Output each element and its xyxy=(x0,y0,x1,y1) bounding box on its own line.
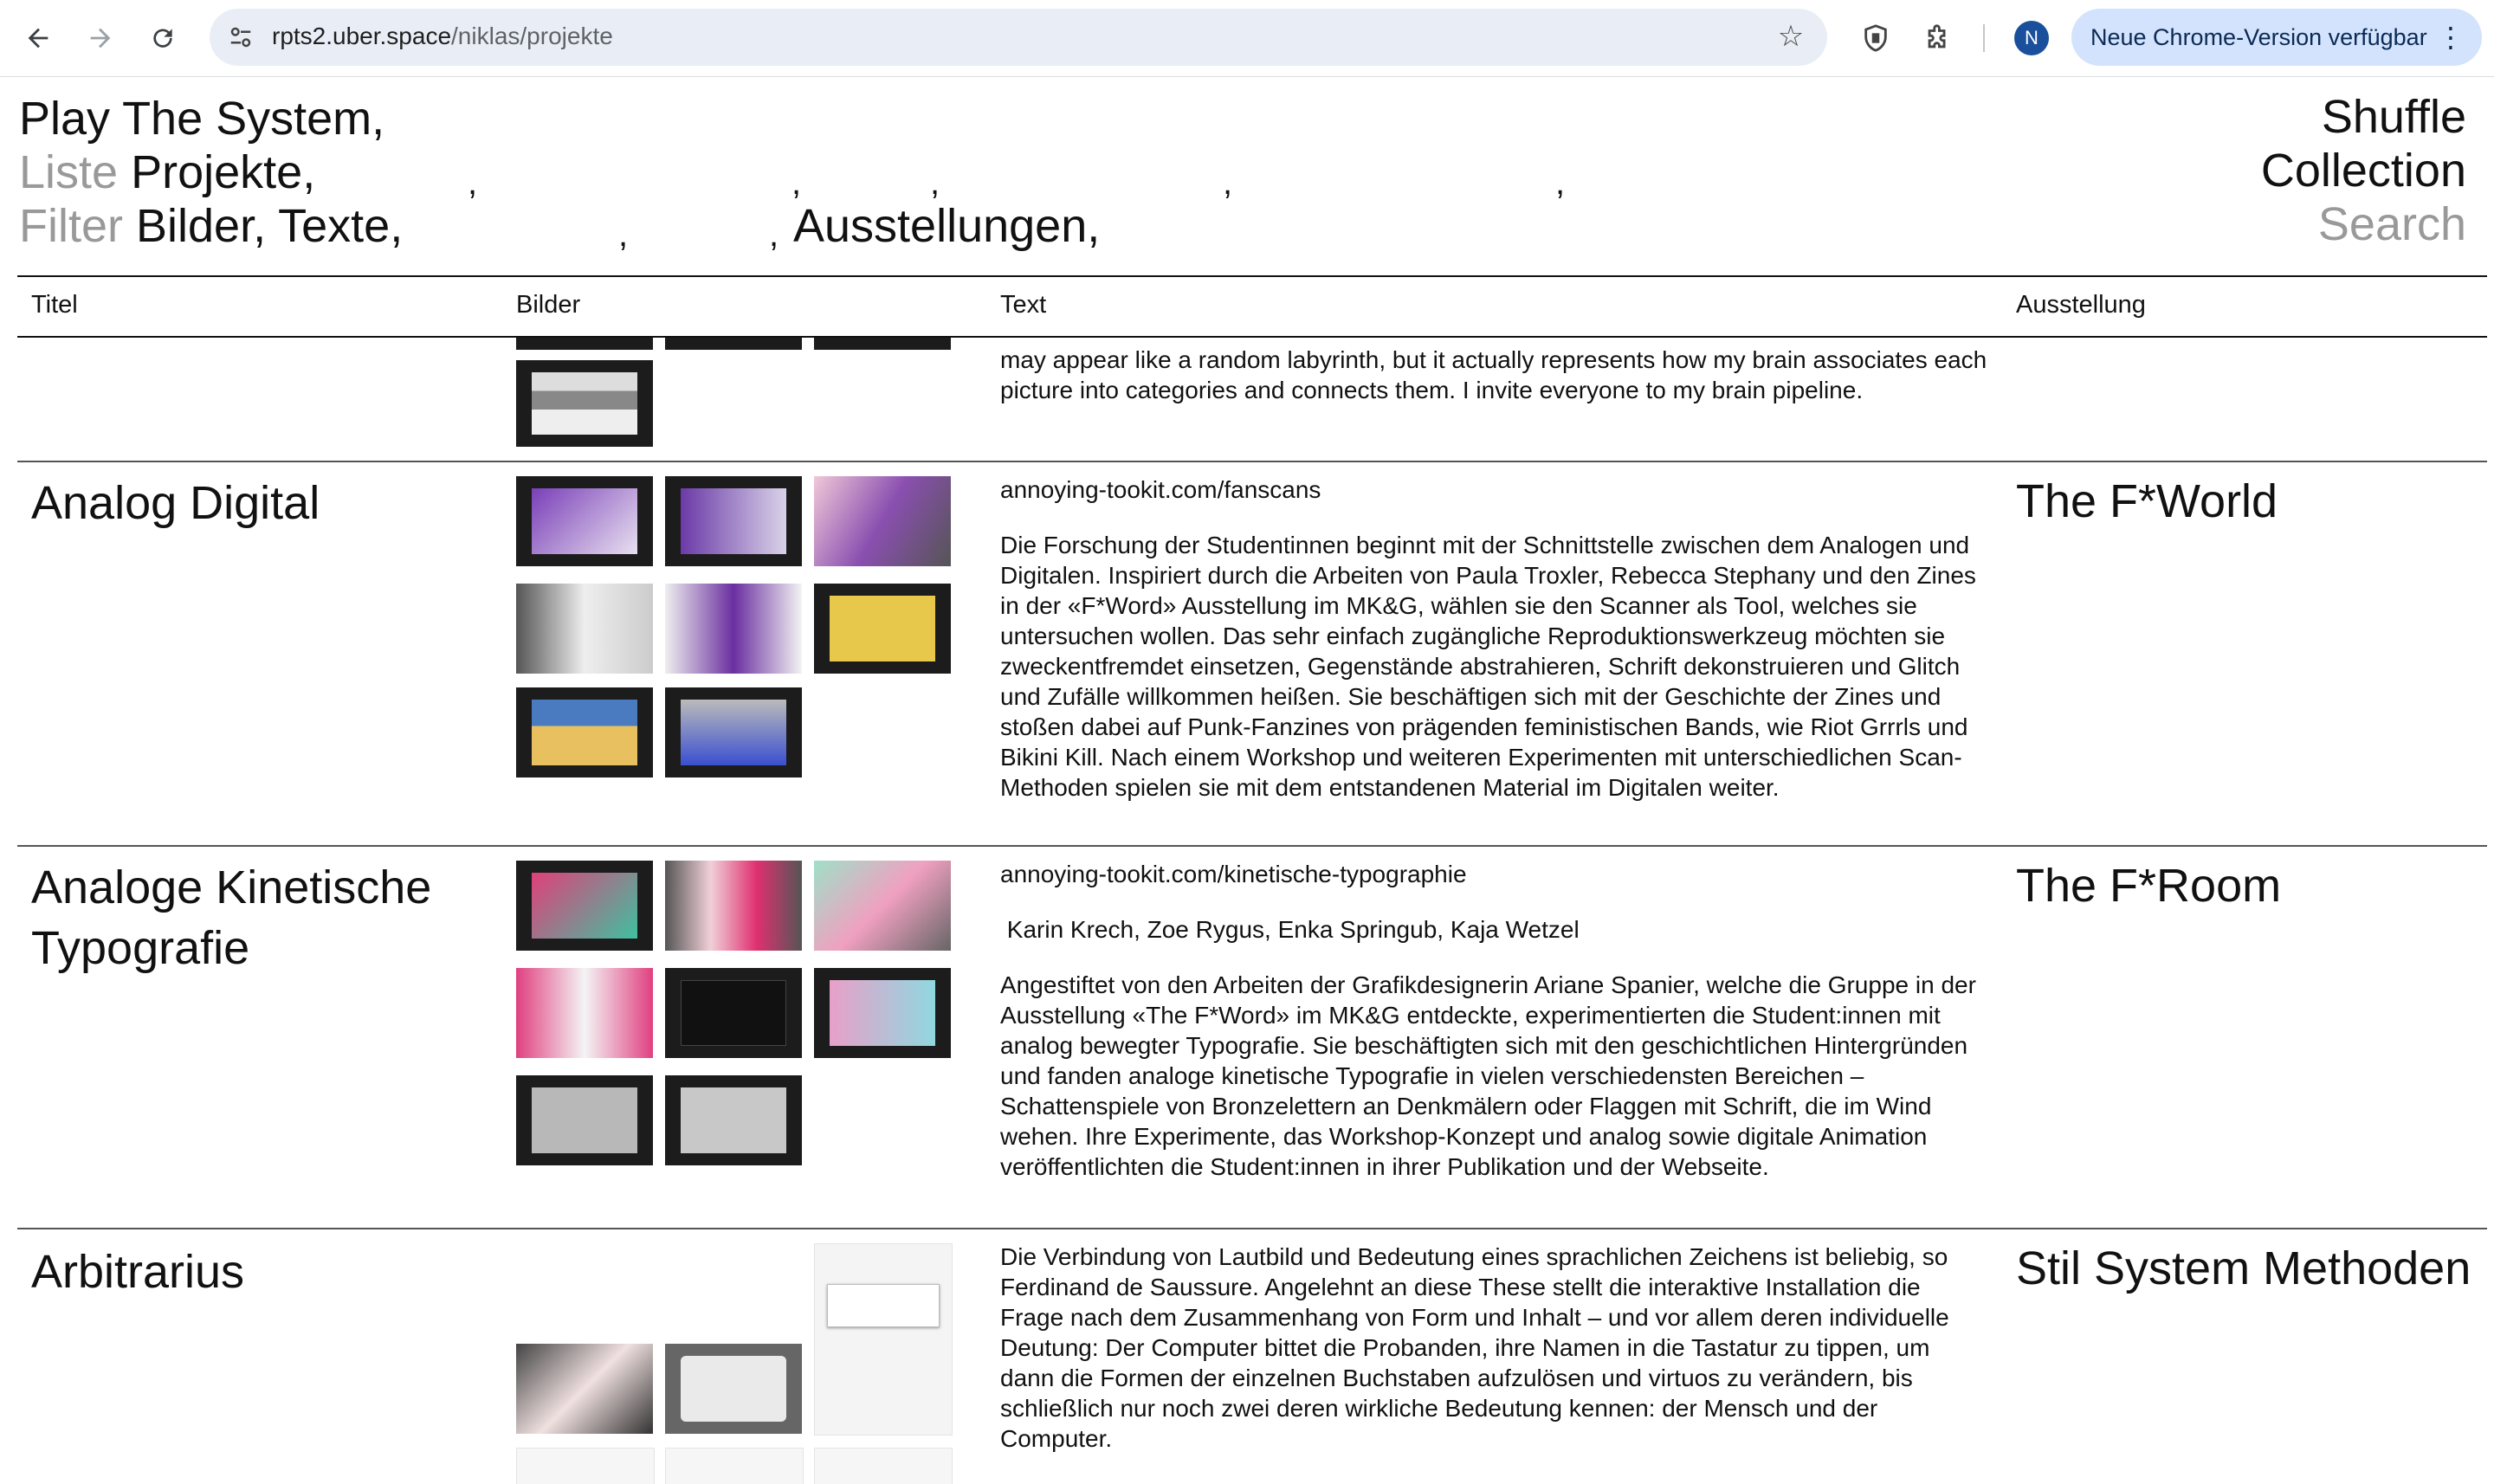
project-thumbnail[interactable] xyxy=(516,338,653,350)
project-link[interactable]: annoying-tookit.com/fanscans xyxy=(1000,476,1321,503)
text-paragraph: Angestiftet von den Arbeiten der Grafikdesignerin Ariane Spanier, welche die Gruppe in der Ausstellung «The F*Word» im MK&G entdeckte, experimentierten die Student:innen mit analog bewegter Typografie. Sie beschäftigten sich mit den geschichtlichen Hintergründen und fanden analoge kinetische Typografie in vielen verschiedensten Bereichen – Schattenspiele von Bronzelettern an Denkmälern oder Flaggen mit Schrift, die im Wind wehen. Ihre Experimente, das Workshop-Konzept und analog sowie digitale Animation veröffentlichten die Student:innen in ihrer Publikation und der Webseite. xyxy=(1000,971,1976,1180)
text-paragraph: Die Forschung der Studentinnen beginnt mit der Schnittstelle zwischen dem Analogen und Digitalen. Inspiriert durch die Arbeiten von Paula Troxler, Rebecca Stephany und den Zines in der «F*Word» Ausstellung im MK&G, wählen sie den Scanner als Tool, welches sie untersuchen wollen. Das sehr einfach zugängliche Reproduktionswerkzeug möchten sie zweckentfremdet einsetzen, Gegenstände abstrahieren, Schrift dekonstruieren und Glitch und Zufälle willkommen heißen. Sie beschäftigen sich mit der Geschichte der Zines und stoßen dabei auf Punk-Fanzines von prägenden feministischen Bands, wie Riot Grrrls und Bikini Kill. Nach einem Workshop und weiteren Experimenten mit unterschiedlichen Scan-Methoden spielen sie mit dem entstandenen Material im Digitalen weiter. xyxy=(1000,532,1976,801)
site-settings-icon[interactable] xyxy=(222,18,260,56)
project-text xyxy=(1000,859,1987,1207)
bookmark-star-icon[interactable]: ☆ xyxy=(1777,20,1805,53)
project-thumbnail[interactable] xyxy=(516,968,653,1058)
forward-icon[interactable] xyxy=(76,14,125,62)
project-thumbnail[interactable] xyxy=(516,861,653,951)
row-divider xyxy=(17,1228,2487,1229)
address-bar[interactable] xyxy=(210,9,1827,66)
project-thumbnail[interactable] xyxy=(814,338,951,350)
site-header xyxy=(0,76,2494,277)
column-header-exhibition[interactable]: Ausstellung xyxy=(2016,291,2146,319)
project-thumbnail[interactable] xyxy=(665,1075,802,1165)
project-thumbnail[interactable] xyxy=(516,584,653,674)
chrome-update-button[interactable] xyxy=(2071,9,2482,66)
project-thumbnail[interactable] xyxy=(665,968,802,1058)
project-link[interactable]: annoying-tookit.com/kinetische-typographie xyxy=(1000,861,1467,887)
list-label: Liste xyxy=(19,146,119,198)
project-thumbnail[interactable] xyxy=(516,1075,653,1165)
project-thumbnail[interactable] xyxy=(665,1448,804,1484)
project-title[interactable]: Arbitrarius xyxy=(31,1246,245,1298)
shield-extension-icon[interactable] xyxy=(1855,17,1896,59)
row-divider xyxy=(17,845,2487,847)
filter-comma: , xyxy=(618,216,629,254)
project-text xyxy=(1000,474,1987,828)
nav-comma: , xyxy=(791,164,802,202)
nav-ausstellungen[interactable]: Ausstellungen, xyxy=(793,200,1101,252)
nav-comma: , xyxy=(468,164,478,202)
project-exhibition[interactable]: The F*World xyxy=(2016,475,2278,527)
puzzle-extensions-icon[interactable] xyxy=(1917,17,1959,59)
column-header-images[interactable]: Bilder xyxy=(516,291,581,319)
project-thumbnail[interactable] xyxy=(665,338,802,350)
project-thumbnail[interactable] xyxy=(665,584,802,674)
kebab-menu-icon[interactable]: ⋮ xyxy=(2437,22,2465,53)
header-divider xyxy=(17,275,2487,277)
project-thumbnail[interactable] xyxy=(516,476,653,566)
project-thumbnail[interactable] xyxy=(516,360,653,447)
url-path: /niklas/projekte xyxy=(451,23,613,49)
project-authors: Karin Krech, Zoe Rygus, Enka Springub, Kaja Wetzel xyxy=(1000,916,1580,943)
collection-link[interactable]: Collection xyxy=(2260,145,2466,197)
toolbar-divider xyxy=(1983,24,1985,52)
filter-nav-line xyxy=(19,199,403,253)
filter-comma: , xyxy=(769,216,779,254)
projects-table xyxy=(0,338,2494,1484)
search-link[interactable]: Search xyxy=(2317,198,2466,250)
project-thumbnail[interactable] xyxy=(814,968,951,1058)
nav-comma: , xyxy=(1555,164,1566,202)
profile-avatar[interactable]: N xyxy=(2014,21,2049,55)
project-exhibition[interactable]: Stil System Methoden xyxy=(2016,1242,2471,1294)
nav-projekte[interactable]: Projekte, xyxy=(131,146,316,198)
project-thumbnail[interactable] xyxy=(665,687,802,777)
project-thumbnail[interactable] xyxy=(516,1344,653,1434)
project-thumbnail[interactable] xyxy=(665,1344,802,1434)
browser-toolbar xyxy=(0,0,2494,77)
project-title[interactable]: Analoge Kinetische Typografie xyxy=(31,861,432,974)
nav-comma: , xyxy=(1223,164,1233,202)
url-host: rpts2.uber.space xyxy=(272,23,452,49)
right-nav xyxy=(2261,90,2466,251)
project-exhibition[interactable]: The F*Room xyxy=(2016,860,2282,912)
project-text xyxy=(1000,1242,1987,1479)
project-thumbnail[interactable] xyxy=(665,861,802,951)
project-thumbnail[interactable] xyxy=(814,1448,953,1484)
filter-label: Filter xyxy=(19,200,123,252)
project-thumbnail[interactable] xyxy=(516,1448,655,1484)
project-thumbnail[interactable] xyxy=(814,584,951,674)
project-thumbnail[interactable] xyxy=(814,1243,953,1436)
text-paragraph: may appear like a random labyrinth, but it actually represents how my brain associates each picture into categories and connects them. I invite everyone to my brain pipeline. xyxy=(1000,346,1987,403)
project-thumbnail[interactable] xyxy=(814,861,951,951)
back-icon[interactable] xyxy=(14,14,62,62)
row-divider xyxy=(17,461,2487,462)
reload-icon[interactable] xyxy=(139,14,187,62)
nav-comma: , xyxy=(930,164,940,202)
nav-bilder-texte[interactable]: Bilder, Texte, xyxy=(136,200,404,252)
text-paragraph: Die Verbindung von Lautbild und Bedeutung eines sprachlichen Zeichens ist beliebig, so Ferdinand de Saussure. Angelehnt an diese These stellt die interaktive Installation die Frage nach dem Zusammenhang von Form und Inhalt – und vor allem deren individuelle Deutung: Der Computer bittet die Probanden, ihre Namen in die Tastatur zu tippen, um dann die Formen der einzelnen Buchstaben aufzulösen und virtuos zu verändern, bis schließlich nur noch zwei deren wirkliche Bedeutung kennen: der Mensch und der Computer. xyxy=(1000,1243,1949,1452)
column-header-title[interactable]: Titel xyxy=(31,291,78,319)
project-thumbnail[interactable] xyxy=(516,687,653,777)
project-thumbnail[interactable] xyxy=(814,476,951,566)
project-text xyxy=(1000,345,1987,430)
list-nav-line xyxy=(19,145,315,199)
project-thumbnail[interactable] xyxy=(665,476,802,566)
shuffle-link[interactable]: Shuffle xyxy=(2321,91,2466,143)
chrome-update-label: Neue Chrome-Version verfügbar xyxy=(2090,23,2427,50)
project-title[interactable]: Analog Digital xyxy=(31,477,320,529)
url-text[interactable] xyxy=(272,23,613,50)
column-header-text[interactable]: Text xyxy=(1000,291,1047,319)
site-title[interactable]: Play The System, xyxy=(19,93,385,145)
